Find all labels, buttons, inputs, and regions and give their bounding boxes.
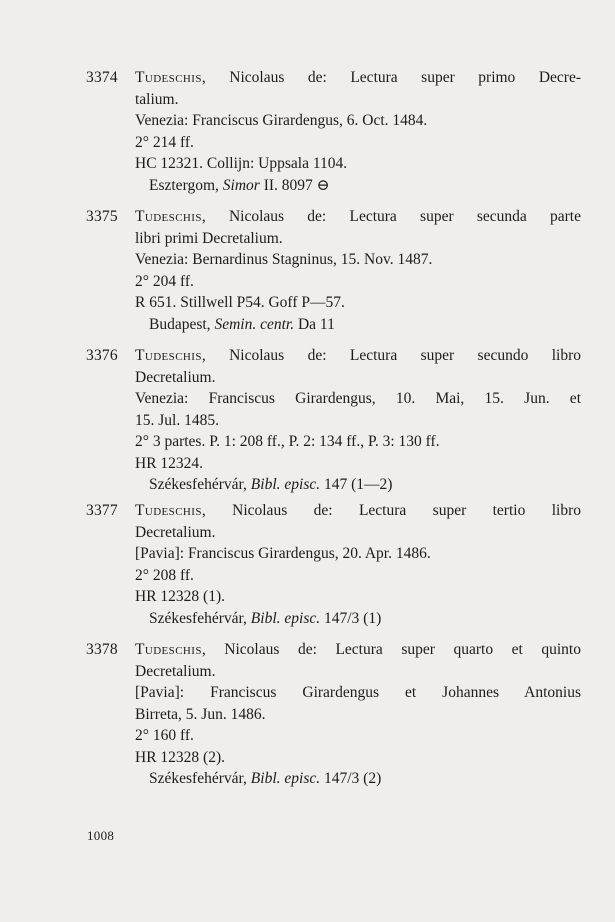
holding-shelfmark: 147 (1—2) [320,476,393,493]
references-line: HR 12328 (1). [135,588,225,605]
holding-line [135,175,581,197]
holding-line [135,768,581,790]
page-number: 1008 [87,828,115,843]
imprint-line: [Pavia]: Franciscus Girardengus, 20. Apr. 1486. [135,545,431,562]
format-line: 2° 204 ff. [135,272,194,290]
entry-title-line [135,639,581,661]
references-line: HR 12328 (2). [135,748,225,766]
imprint-line: Venezia: Bernardinus Stagninus, 15. Nov. 1487. [135,251,433,268]
title-text: , Nicolaus de: Lectura super tertio libro [201,502,581,519]
holding-location: Budapest, [149,315,215,333]
holding-line [135,474,581,496]
entry-body [135,500,581,629]
holding-shelfmark: 147/3 (2) [320,770,382,787]
entry-title-line [135,500,581,522]
imprint-line: [Pavia]: Franciscus Girardengus et Johannes Antonius [135,684,581,701]
entry-number: 3377 [86,502,118,519]
entry-title-line [135,67,581,89]
author-name: Tudeschis [135,208,202,225]
title-text: , Nicolaus de: Lectura super primo Decre- [201,69,581,86]
author-name: Tudeschis [135,347,202,364]
holding-location: Székesfehérvár, [149,770,251,787]
entry-number: 3376 [86,347,118,364]
title-continuation: Decretalium. [135,523,216,541]
title-continuation: libri primi Decretalium. [135,229,283,247]
author-name: Tudeschis [135,641,202,658]
holding-library: Simor [222,176,260,194]
holding-shelfmark: 147/3 (1) [320,609,382,627]
title-continuation: talium. [135,90,179,108]
holding-library: Bibl. episc. [250,770,321,787]
holding-shelfmark: II. 8097 ⊖ [259,176,330,194]
entry-title-line [135,206,581,228]
holding-library: Bibl. episc. [250,609,321,627]
entry-title-line [135,345,581,367]
author-name: Tudeschis [135,69,202,86]
format-line: 2° 208 ff. [135,566,194,584]
title-text: , Nicolaus de: Lectura super quarto et quinto [201,641,581,658]
entry-body [135,67,581,196]
holding-line [135,314,581,336]
author-name: Tudeschis [135,502,202,519]
entry-number: 3378 [86,641,118,658]
imprint-line: Venezia: Franciscus Girardengus, 6. Oct. 1484. [135,112,428,129]
title-continuation: Decretalium. [135,368,216,386]
references-line: HR 12324. [135,454,204,472]
title-continuation: Decretalium. [135,662,216,680]
holding-library: Semin. centr. [214,315,295,333]
title-text: , Nicolaus de: Lectura super secundo libro [201,347,581,364]
holding-shelfmark: Da 11 [294,315,335,333]
holding-library: Bibl. episc. [250,476,321,493]
entry-body [135,639,581,790]
entry-body [135,345,581,496]
imprint-line: Venezia: Franciscus Girardengus, 10. Mai, 15. Jun. et [135,390,581,407]
references-line: HC 12321. Collijn: Uppsala 1104. [135,155,348,172]
holding-location: Székesfehérvár, [149,609,251,627]
format-line: 2° 160 ff. [135,727,194,744]
format-line: 2° 214 ff. [135,133,194,151]
imprint-line-continued: Birreta, 5. Jun. 1486. [135,705,266,723]
entry-number: 3374 [86,69,118,86]
format-line: 2° 3 partes. P. 1: 208 ff., P. 2: 134 ff., P. 3: 130 ff. [135,433,440,450]
holding-line [135,608,581,630]
holding-location: Székesfehérvár, [149,476,251,493]
imprint-line-continued: 15. Jul. 1485. [135,411,219,429]
entry-number: 3375 [86,208,118,225]
entry-body [135,206,581,335]
references-line: R 651. Stillwell P54. Goff P—57. [135,294,345,311]
title-text: , Nicolaus de: Lectura super secunda parte [201,208,581,225]
holding-location: Esztergom, [149,176,223,194]
